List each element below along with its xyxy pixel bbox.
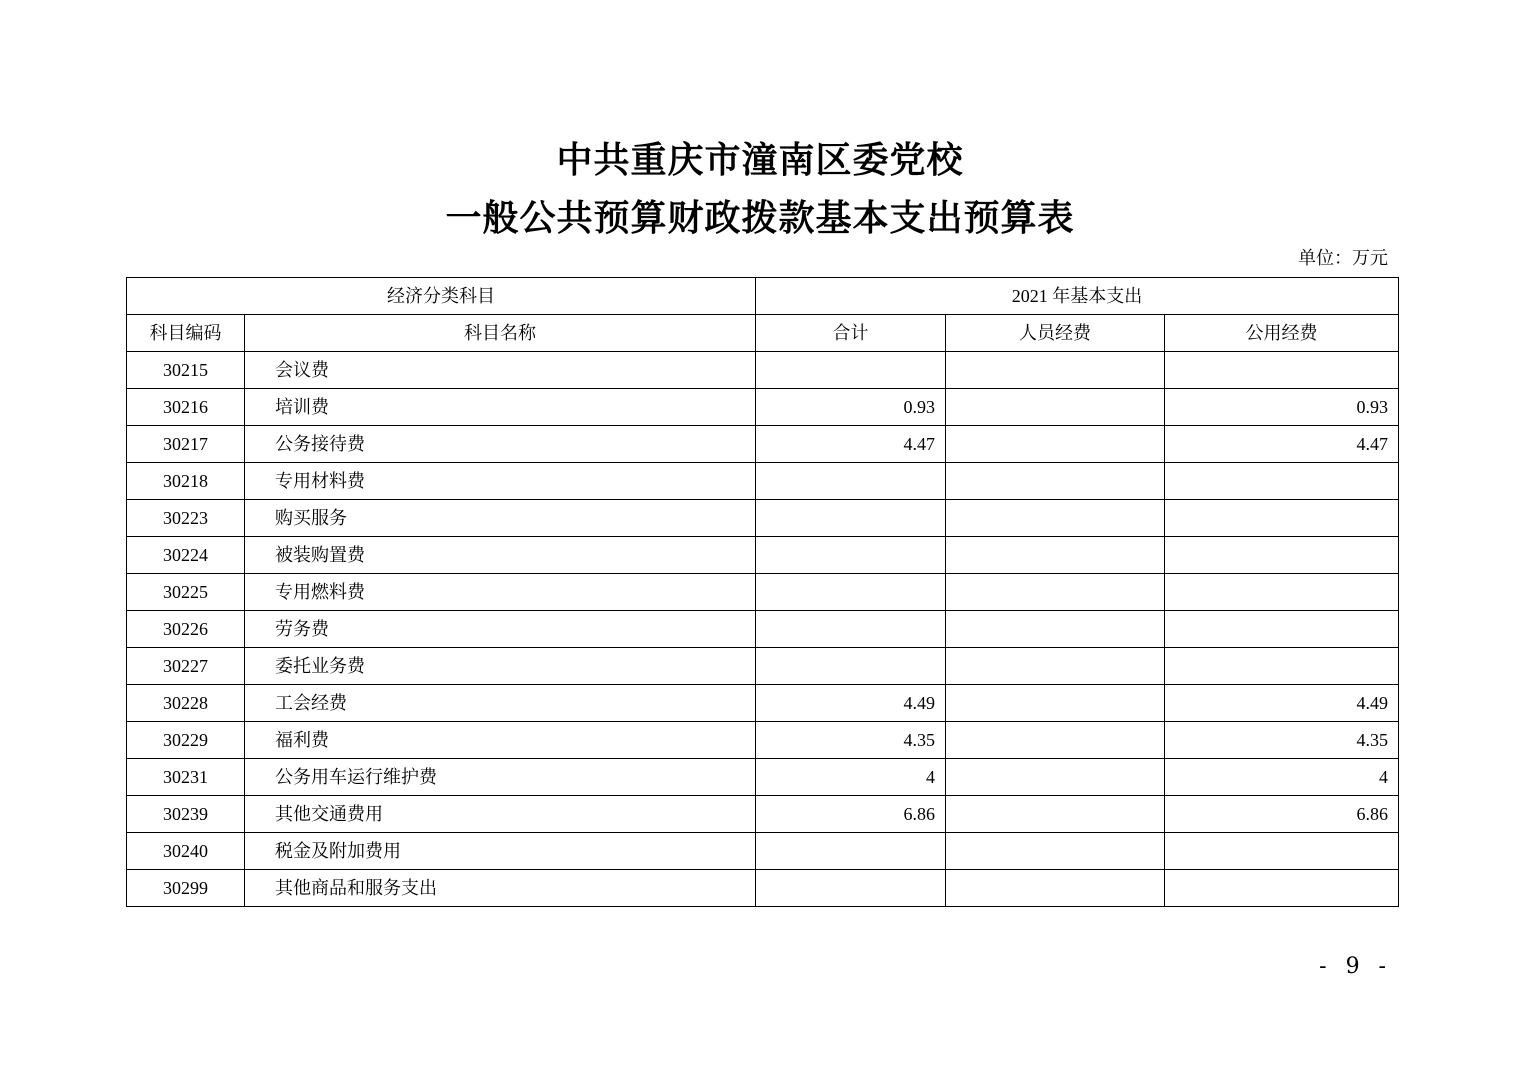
public-cell: 4	[1165, 759, 1399, 796]
name-cell: 工会经费	[245, 685, 756, 722]
total-cell: 4.47	[756, 426, 946, 463]
code-cell: 30223	[127, 500, 245, 537]
table-row	[127, 574, 1399, 611]
table-row	[127, 796, 1399, 833]
public-cell	[1165, 648, 1399, 685]
budget-table	[126, 277, 1399, 907]
public-cell	[1165, 611, 1399, 648]
name-cell: 专用材料费	[245, 463, 756, 500]
group-header-row	[127, 278, 1399, 315]
public-cell	[1165, 500, 1399, 537]
public-cell	[1165, 463, 1399, 500]
public-cell	[1165, 537, 1399, 574]
table-row	[127, 463, 1399, 500]
table-row	[127, 685, 1399, 722]
personnel-cell	[946, 537, 1165, 574]
total-cell: 6.86	[756, 796, 946, 833]
public-cell: 4.35	[1165, 722, 1399, 759]
personnel-cell	[946, 870, 1165, 907]
personnel-cell	[946, 833, 1165, 870]
total-cell	[756, 537, 946, 574]
name-cell: 培训费	[245, 389, 756, 426]
table-row	[127, 870, 1399, 907]
personnel-cell	[946, 574, 1165, 611]
table-row	[127, 611, 1399, 648]
code-cell: 30239	[127, 796, 245, 833]
public-cell: 6.86	[1165, 796, 1399, 833]
page-number: - 9 -	[1319, 954, 1392, 979]
table-row	[127, 389, 1399, 426]
name-column-header: 科目名称	[245, 315, 756, 352]
personnel-cell	[946, 685, 1165, 722]
document-subtitle: 一般公共预算财政拨款基本支出预算表	[445, 197, 1075, 239]
total-cell	[756, 611, 946, 648]
code-cell: 30228	[127, 685, 245, 722]
name-cell: 购买服务	[245, 500, 756, 537]
total-column-header: 合计	[756, 315, 946, 352]
name-cell: 税金及附加费用	[245, 833, 756, 870]
name-cell: 专用燃料费	[245, 574, 756, 611]
name-cell: 劳务费	[245, 611, 756, 648]
personnel-cell	[946, 426, 1165, 463]
public-cell	[1165, 352, 1399, 389]
code-cell: 30229	[127, 722, 245, 759]
name-cell: 福利费	[245, 722, 756, 759]
name-cell: 公务用车运行维护费	[245, 759, 756, 796]
total-cell	[756, 500, 946, 537]
code-cell: 30240	[127, 833, 245, 870]
code-cell: 30231	[127, 759, 245, 796]
public-cell	[1165, 833, 1399, 870]
table-row	[127, 426, 1399, 463]
table-row	[127, 648, 1399, 685]
public-cell	[1165, 870, 1399, 907]
table-row	[127, 759, 1399, 796]
personnel-cell	[946, 463, 1165, 500]
name-cell: 被装购置费	[245, 537, 756, 574]
total-cell	[756, 870, 946, 907]
public-cell: 4.47	[1165, 426, 1399, 463]
public-column-header: 公用经费	[1165, 315, 1399, 352]
personnel-cell	[946, 648, 1165, 685]
table-row	[127, 352, 1399, 389]
name-cell: 其他交通费用	[245, 796, 756, 833]
year-expenditure-header: 2021 年基本支出	[756, 278, 1399, 315]
total-cell	[756, 833, 946, 870]
total-cell	[756, 463, 946, 500]
name-cell: 其他商品和服务支出	[245, 870, 756, 907]
code-cell: 30226	[127, 611, 245, 648]
total-cell	[756, 352, 946, 389]
total-cell	[756, 574, 946, 611]
total-cell	[756, 648, 946, 685]
code-cell: 30225	[127, 574, 245, 611]
table-row	[127, 537, 1399, 574]
code-cell: 30218	[127, 463, 245, 500]
total-cell: 4	[756, 759, 946, 796]
code-cell: 30217	[127, 426, 245, 463]
document-title: 中共重庆市潼南区委党校	[556, 139, 964, 181]
personnel-column-header: 人员经费	[946, 315, 1165, 352]
public-cell	[1165, 574, 1399, 611]
code-cell: 30227	[127, 648, 245, 685]
economic-category-header: 经济分类科目	[127, 278, 756, 315]
personnel-cell	[946, 722, 1165, 759]
table-row	[127, 722, 1399, 759]
personnel-cell	[946, 759, 1165, 796]
personnel-cell	[946, 611, 1165, 648]
code-column-header: 科目编码	[127, 315, 245, 352]
code-cell: 30299	[127, 870, 245, 907]
personnel-cell	[946, 500, 1165, 537]
public-cell: 4.49	[1165, 685, 1399, 722]
total-cell: 4.35	[756, 722, 946, 759]
name-cell: 委托业务费	[245, 648, 756, 685]
name-cell: 会议费	[245, 352, 756, 389]
total-cell: 4.49	[756, 685, 946, 722]
total-cell: 0.93	[756, 389, 946, 426]
table-body	[127, 352, 1399, 907]
column-header-row	[127, 315, 1399, 352]
table-row	[127, 833, 1399, 870]
personnel-cell	[946, 352, 1165, 389]
code-cell: 30224	[127, 537, 245, 574]
personnel-cell	[946, 796, 1165, 833]
code-cell: 30215	[127, 352, 245, 389]
code-cell: 30216	[127, 389, 245, 426]
public-cell: 0.93	[1165, 389, 1399, 426]
personnel-cell	[946, 389, 1165, 426]
name-cell: 公务接待费	[245, 426, 756, 463]
table-row	[127, 500, 1399, 537]
unit-label: 单位：万元	[1298, 248, 1388, 269]
